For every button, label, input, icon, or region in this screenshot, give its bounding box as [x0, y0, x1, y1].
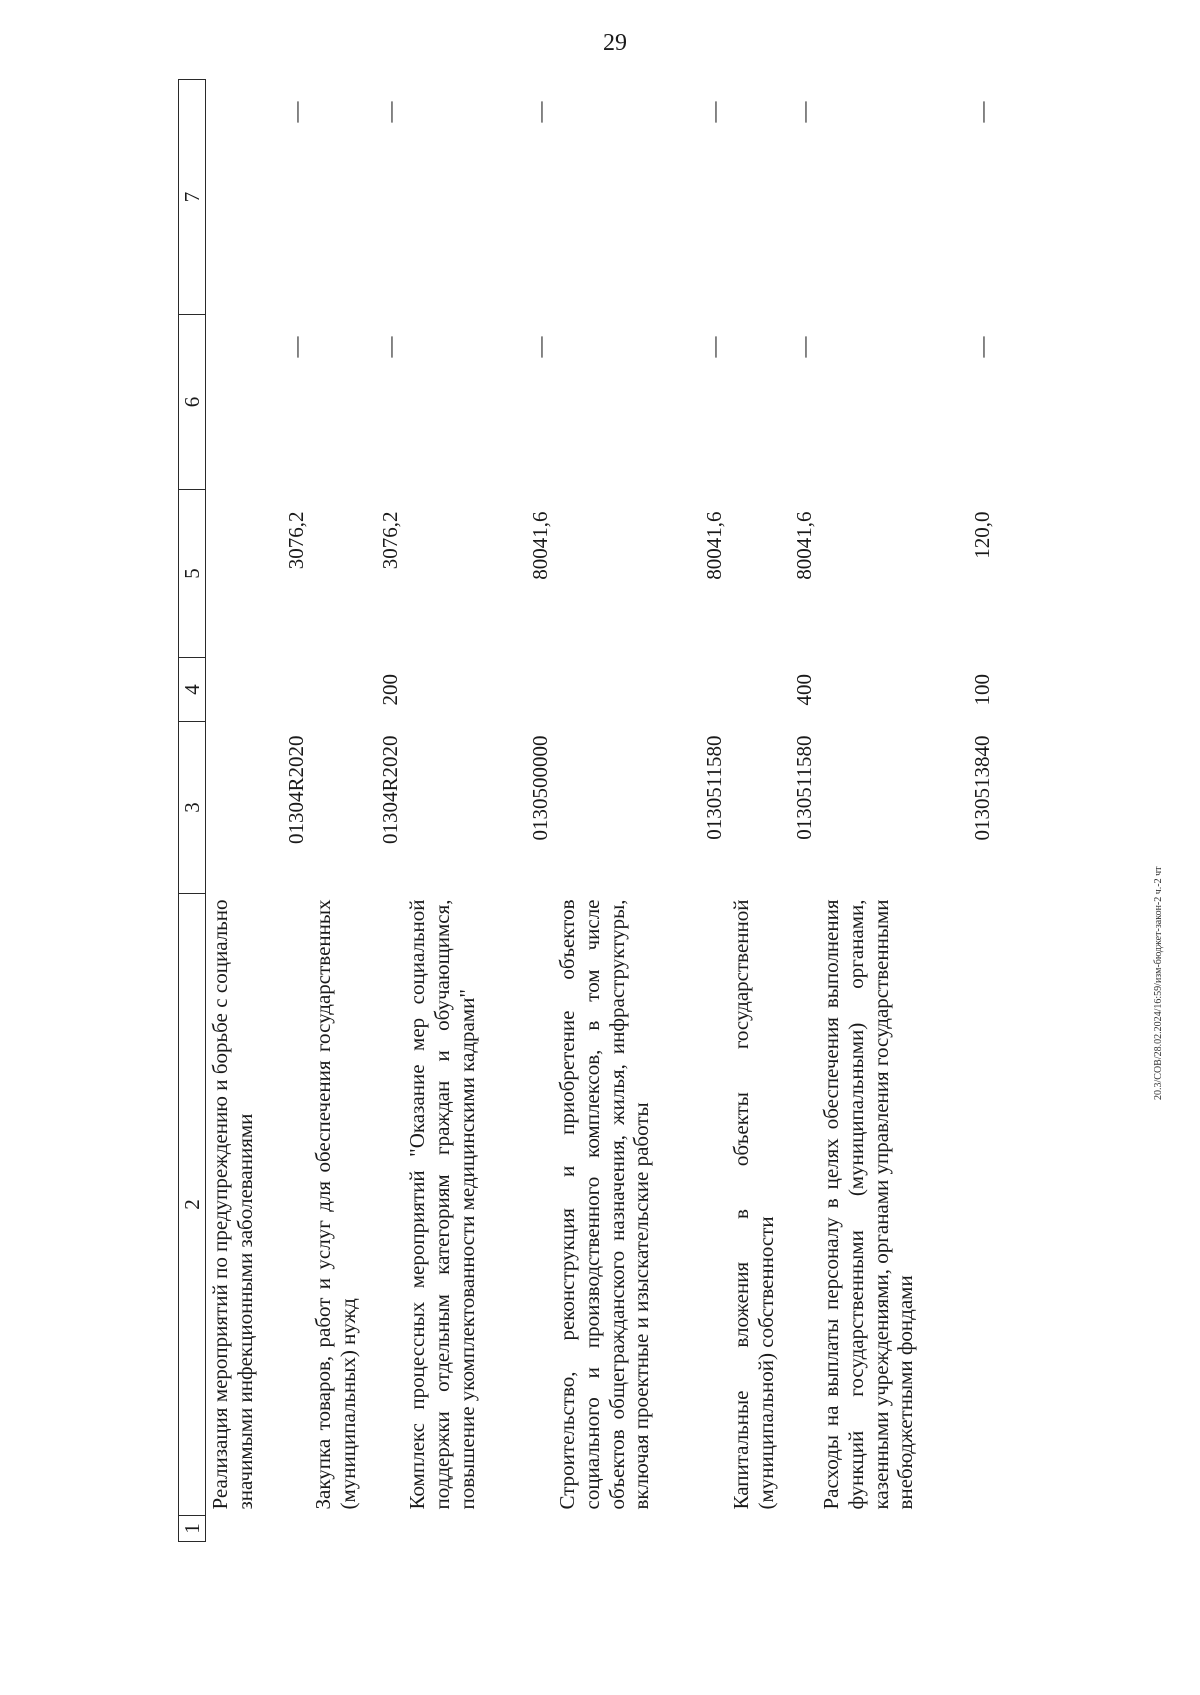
header-col-1: 1 — [179, 1516, 206, 1542]
row-number-cell — [727, 1516, 817, 1542]
row-col6-dash: — — [284, 336, 309, 358]
header-row — [179, 80, 206, 1542]
row-col7-dash: — — [970, 101, 995, 123]
row-amount: 80041,6 — [528, 511, 553, 580]
row-amount: 120,0 — [970, 511, 995, 559]
table-row — [206, 80, 310, 1542]
row-number-cell — [403, 1516, 553, 1542]
row-code: 0130511580 — [702, 735, 727, 840]
row-col7-dash: — — [284, 101, 309, 123]
row-name: Расходы на выплаты персоналу в целях обеспечения выполнения функций государственными (муниципальными) органами, казенными учреждениями, органами управления государственными внебюджетными фондами — [819, 899, 918, 1510]
row-number-cell — [817, 1516, 995, 1542]
table-row — [553, 80, 727, 1542]
rotated-table-container — [178, 80, 1038, 1542]
row-col7-dash: — — [702, 101, 727, 123]
row-type — [553, 658, 727, 722]
row-code: 0130513840 — [970, 735, 995, 841]
row-col7-dash: — — [792, 101, 817, 123]
row-col6-dash: — — [970, 336, 995, 358]
header-col-7: 7 — [179, 80, 206, 315]
row-name: Комплекс процессных мероприятий "Оказание мер социальной поддержки отдельным категориям граждан и обучающимся, повышение укомплектованности медицинскими кадрами" — [405, 899, 479, 1510]
row-type — [403, 658, 553, 722]
row-code: 0130500000 — [528, 735, 553, 841]
row-name: Реализация мероприятий по предупреждению и борьбе с социально значимыми инфекционными заболеваниями — [208, 899, 257, 1510]
row-type: 200 — [378, 674, 403, 706]
row-amount: 80041,6 — [702, 511, 727, 580]
row-name: Капитальные вложения в объекты государственной (муниципальной) собственности — [729, 899, 778, 1510]
header-col-4: 4 — [179, 658, 206, 722]
table-header — [179, 80, 206, 1542]
table-body — [206, 80, 996, 1542]
row-amount: 3076,2 — [378, 511, 403, 570]
header-col-3: 3 — [179, 722, 206, 894]
row-type — [206, 658, 310, 722]
row-col6-dash: — — [792, 336, 817, 358]
table-row — [403, 80, 553, 1542]
row-col6-dash: — — [378, 336, 403, 358]
document-footer-code: 20.3/СОВ/28.02.2024/16:59/изм-бюджет-закон-2 ч.-2 чт — [1153, 866, 1164, 1100]
table-row — [309, 80, 403, 1542]
row-number-cell — [309, 1516, 403, 1542]
row-amount: 80041,6 — [792, 511, 817, 580]
row-number-cell — [206, 1516, 310, 1542]
row-code: 0130511580 — [792, 735, 817, 840]
header-col-6: 6 — [179, 315, 206, 490]
row-name: Строительство, реконструкция и приобретение объектов социального и производственного комплексов, в том числе объектов общегражданского назначения, жилья, инфраструктуры, включая проектные и изыскательские работы — [555, 899, 654, 1510]
row-col6-dash: — — [702, 336, 727, 358]
budget-table — [178, 79, 995, 1542]
row-code: 01304R2020 — [284, 735, 309, 845]
table-row — [817, 80, 995, 1542]
row-type: 100 — [970, 674, 995, 706]
row-col7-dash: — — [528, 101, 553, 123]
row-number-cell — [553, 1516, 727, 1542]
header-col-5: 5 — [179, 490, 206, 658]
row-name: Закупка товаров, работ и услуг для обеспечения государственных (муниципальных) нужд — [311, 899, 360, 1510]
page-number: 29 — [603, 30, 627, 56]
row-col7-dash: — — [378, 101, 403, 123]
row-amount: 3076,2 — [284, 511, 309, 570]
row-col6-dash: — — [528, 336, 553, 358]
header-col-2: 2 — [179, 894, 206, 1516]
row-code: 01304R2020 — [378, 735, 403, 845]
row-type: 400 — [792, 674, 817, 706]
table-row — [727, 80, 817, 1542]
